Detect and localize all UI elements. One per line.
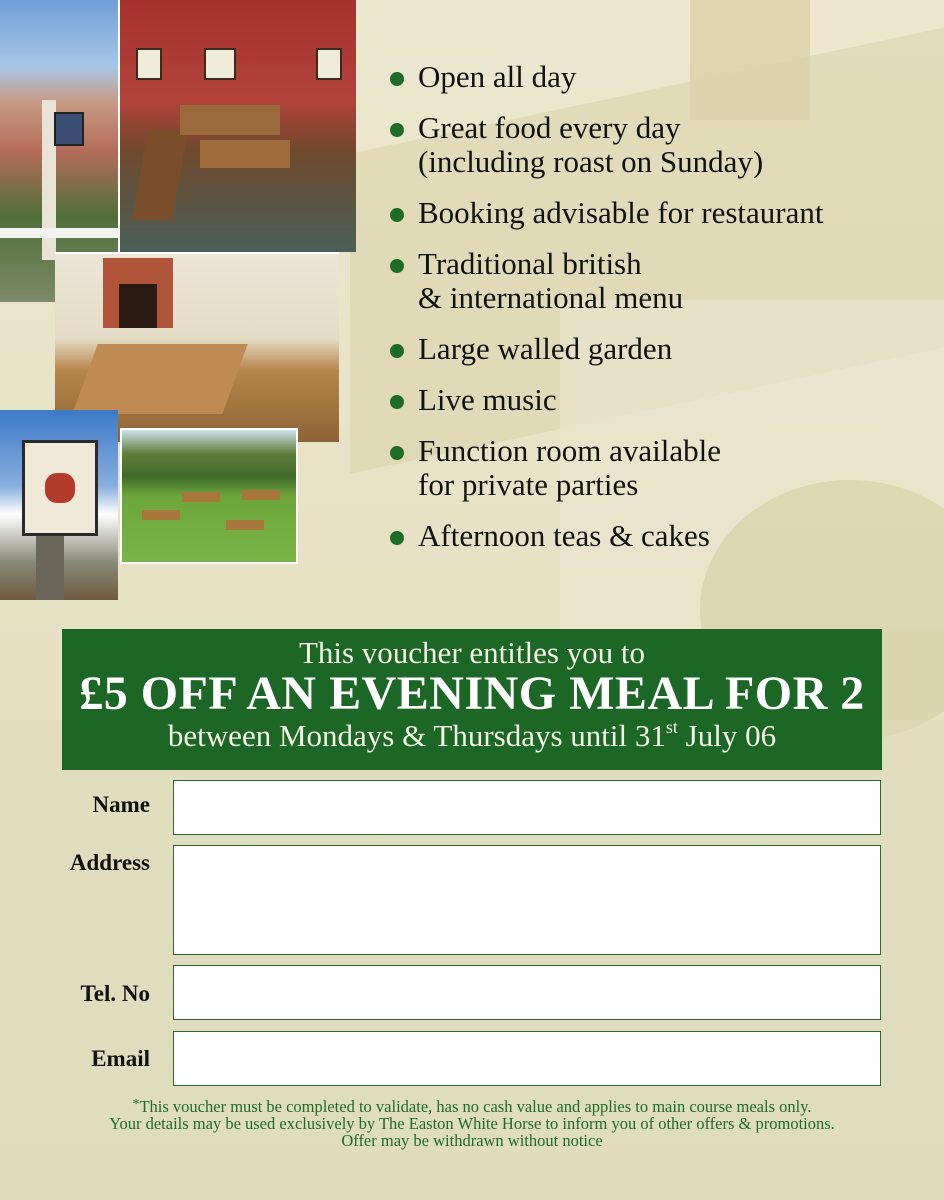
name-label: Name bbox=[92, 792, 150, 817]
voucher-terms-date: July 06 bbox=[677, 718, 777, 753]
voucher-intro: This voucher entitles you to bbox=[298, 635, 646, 670]
disclaimer-line bbox=[0, 1098, 944, 1115]
bullet-icon bbox=[390, 395, 404, 409]
feature-item bbox=[388, 60, 928, 94]
photo-plaque bbox=[22, 440, 98, 536]
feature-item bbox=[388, 434, 928, 502]
bullet-icon bbox=[390, 446, 404, 460]
features-list bbox=[388, 60, 928, 570]
feature-item bbox=[388, 383, 928, 417]
tel-field[interactable] bbox=[173, 965, 881, 1020]
bullet-icon bbox=[390, 344, 404, 358]
photo-walled-garden bbox=[120, 428, 298, 564]
feature-item bbox=[388, 196, 928, 230]
photo-fireplace bbox=[103, 258, 173, 328]
feature-text: Booking advisable for restaurant bbox=[418, 195, 824, 230]
voucher-terms-ordinal: st bbox=[665, 717, 678, 737]
feature-text: Great food every day (including roast on Sunday) bbox=[418, 110, 764, 179]
name-field[interactable] bbox=[173, 780, 881, 835]
address-field[interactable] bbox=[173, 845, 881, 955]
disclaimer-text: This voucher must be completed to validate, has no cash value and applies to main course meals only. bbox=[139, 1097, 812, 1116]
photo-bench bbox=[132, 130, 188, 220]
feature-text: Afternoon teas & cakes bbox=[418, 518, 710, 553]
voucher-offer-heading: £5 OFF AN EVENING MEAL FOR 2 bbox=[79, 667, 865, 720]
bullet-icon bbox=[390, 531, 404, 545]
photo-picnic-bench bbox=[226, 520, 264, 530]
feature-text: Traditional british & international menu bbox=[418, 246, 684, 315]
disclaimer bbox=[0, 1098, 944, 1149]
disclaimer-line: Offer may be withdrawn without notice bbox=[341, 1131, 603, 1150]
photo-picnic-bench bbox=[182, 492, 220, 502]
disclaimer-asterisk: * bbox=[132, 1097, 140, 1112]
photo-table bbox=[200, 140, 290, 168]
email-label: Email bbox=[91, 1046, 150, 1071]
tel-label: Tel. No bbox=[80, 981, 150, 1006]
voucher-terms bbox=[62, 719, 882, 753]
feature-text: Function room available for private parties bbox=[418, 433, 722, 502]
feature-item bbox=[388, 111, 928, 179]
photo-inn-sign bbox=[0, 410, 118, 600]
photo-frame bbox=[136, 48, 162, 80]
bullet-icon bbox=[390, 72, 404, 86]
feature-item bbox=[388, 519, 928, 553]
photo-dining-table bbox=[72, 344, 247, 414]
voucher-terms-text: between Mondays & Thursdays until 31 bbox=[167, 718, 666, 753]
voucher-banner bbox=[62, 629, 882, 770]
photo-fence bbox=[0, 228, 118, 238]
feature-item bbox=[388, 332, 928, 366]
disclaimer-line: Your details may be used exclusively by The Easton White Horse to inform you of other offers & promotions. bbox=[109, 1114, 835, 1133]
email-field[interactable] bbox=[173, 1031, 881, 1086]
feature-text: Large walled garden bbox=[418, 331, 673, 366]
feature-text: Open all day bbox=[418, 59, 577, 94]
address-label: Address bbox=[69, 850, 150, 875]
bullet-icon bbox=[390, 208, 404, 222]
photo-table bbox=[180, 105, 280, 135]
photo-frame bbox=[316, 48, 342, 80]
bullet-icon bbox=[390, 123, 404, 137]
feature-item bbox=[388, 247, 928, 315]
photo-frame bbox=[204, 48, 236, 80]
photo-picnic-bench bbox=[242, 490, 280, 500]
feature-text: Live music bbox=[418, 382, 557, 417]
photo-sign-board bbox=[54, 112, 84, 146]
bullet-icon bbox=[390, 259, 404, 273]
photo-bar-interior bbox=[118, 0, 356, 252]
photo-picnic-bench bbox=[142, 510, 180, 520]
